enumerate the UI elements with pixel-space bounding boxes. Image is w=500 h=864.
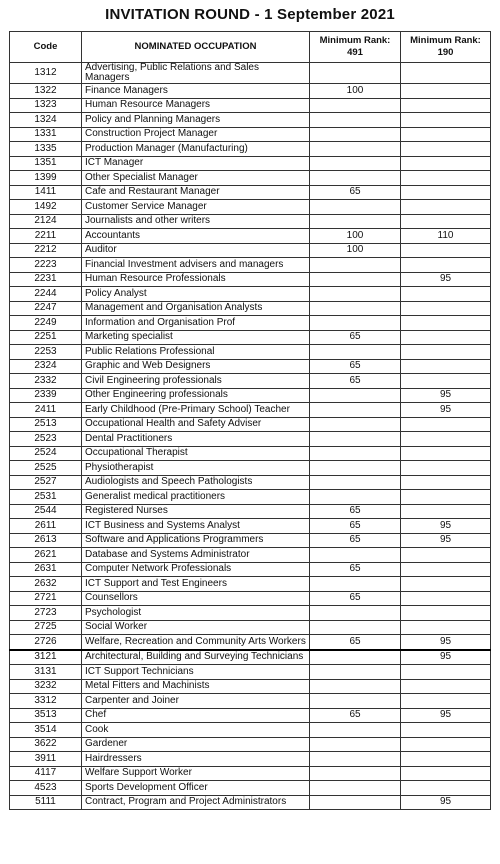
- row-rank-491: [310, 316, 401, 331]
- row-rank-491: [310, 665, 401, 680]
- table-row: [10, 403, 491, 418]
- row-code: 2721: [10, 591, 82, 606]
- table-row: [10, 417, 491, 432]
- row-code: 1399: [10, 171, 82, 186]
- row-code: 3232: [10, 679, 82, 694]
- row-occupation: Hairdressers: [82, 752, 310, 767]
- row-rank-190: [401, 330, 491, 345]
- row-code: 2211: [10, 229, 82, 244]
- row-rank-190: [401, 781, 491, 796]
- row-rank-491: 65: [310, 519, 401, 534]
- table-row: [10, 432, 491, 447]
- row-code: 4523: [10, 781, 82, 796]
- row-code: 3312: [10, 694, 82, 709]
- row-rank-491: [310, 679, 401, 694]
- row-code: 2513: [10, 417, 82, 432]
- table-row: [10, 635, 491, 650]
- row-occupation: Database and Systems Administrator: [82, 548, 310, 563]
- table-row: [10, 84, 491, 99]
- row-rank-190: [401, 766, 491, 781]
- table-row: [10, 243, 491, 258]
- row-rank-491: [310, 403, 401, 418]
- row-rank-190: [401, 591, 491, 606]
- row-occupation: Occupational Health and Safety Adviser: [82, 417, 310, 432]
- header-code: Code: [10, 32, 82, 63]
- row-occupation: Management and Organisation Analysts: [82, 301, 310, 316]
- row-rank-491: [310, 113, 401, 128]
- row-code: 2632: [10, 577, 82, 592]
- row-occupation: Carpenter and Joiner: [82, 694, 310, 709]
- table-row: [10, 781, 491, 796]
- row-occupation: ICT Business and Systems Analyst: [82, 519, 310, 534]
- row-rank-190: [401, 606, 491, 621]
- row-rank-190: [401, 185, 491, 200]
- row-rank-190: [401, 490, 491, 505]
- row-rank-190: [401, 577, 491, 592]
- row-rank-491: [310, 287, 401, 302]
- row-occupation: Audiologists and Speech Pathologists: [82, 475, 310, 490]
- row-code: 3911: [10, 752, 82, 767]
- row-rank-190: 95: [401, 635, 491, 650]
- page-title: INVITATION ROUND - 1 September 2021: [105, 6, 395, 23]
- table-row: [10, 577, 491, 592]
- table-row: [10, 171, 491, 186]
- row-occupation: Occupational Therapist: [82, 446, 310, 461]
- row-rank-190: [401, 84, 491, 99]
- table-row: [10, 156, 491, 171]
- row-occupation: Counsellors: [82, 591, 310, 606]
- row-code: 2544: [10, 504, 82, 519]
- table-row: [10, 127, 491, 142]
- row-rank-491: [310, 446, 401, 461]
- table-row: [10, 519, 491, 534]
- row-code: 2621: [10, 548, 82, 563]
- row-code: 2611: [10, 519, 82, 534]
- table-row: [10, 475, 491, 490]
- row-occupation: Marketing specialist: [82, 330, 310, 345]
- row-occupation: Construction Project Manager: [82, 127, 310, 142]
- row-code: 2324: [10, 359, 82, 374]
- row-occupation: Metal Fitters and Machinists: [82, 679, 310, 694]
- row-occupation: Financial Investment advisers and managers: [82, 258, 310, 273]
- row-rank-190: [401, 258, 491, 273]
- row-rank-491: 65: [310, 374, 401, 389]
- row-occupation: Journalists and other writers: [82, 214, 310, 229]
- row-occupation: ICT Support Technicians: [82, 665, 310, 680]
- header-rank-491: Minimum Rank: 491: [310, 32, 401, 63]
- row-rank-190: [401, 127, 491, 142]
- row-rank-491: [310, 388, 401, 403]
- row-rank-491: 65: [310, 635, 401, 650]
- table-row: [10, 723, 491, 738]
- row-rank-491: [310, 620, 401, 635]
- row-rank-190: 95: [401, 795, 491, 810]
- row-rank-491: [310, 214, 401, 229]
- table-row: [10, 679, 491, 694]
- row-rank-190: [401, 200, 491, 215]
- row-rank-190: [401, 694, 491, 709]
- table-row: [10, 752, 491, 767]
- row-occupation: Contract, Program and Project Administrators: [82, 795, 310, 810]
- table-row: [10, 287, 491, 302]
- row-rank-190: [401, 142, 491, 157]
- row-rank-190: [401, 723, 491, 738]
- row-occupation: Information and Organisation Prof: [82, 316, 310, 331]
- row-code: 1323: [10, 98, 82, 113]
- row-code: 2223: [10, 258, 82, 273]
- table-row: [10, 562, 491, 577]
- row-occupation: Cook: [82, 723, 310, 738]
- table-row: [10, 388, 491, 403]
- row-rank-190: [401, 287, 491, 302]
- row-rank-491: [310, 723, 401, 738]
- row-occupation: Policy Analyst: [82, 287, 310, 302]
- row-rank-491: 65: [310, 708, 401, 723]
- row-rank-491: [310, 142, 401, 157]
- row-code: 2723: [10, 606, 82, 621]
- row-occupation: Computer Network Professionals: [82, 562, 310, 577]
- row-rank-491: [310, 432, 401, 447]
- row-code: 1331: [10, 127, 82, 142]
- row-rank-491: 100: [310, 243, 401, 258]
- row-rank-491: [310, 490, 401, 505]
- row-code: 2251: [10, 330, 82, 345]
- row-occupation: Registered Nurses: [82, 504, 310, 519]
- row-rank-491: [310, 417, 401, 432]
- table-row: [10, 795, 491, 810]
- table-row: [10, 113, 491, 128]
- table-row: [10, 737, 491, 752]
- row-occupation: Generalist medical practitioners: [82, 490, 310, 505]
- row-rank-190: [401, 446, 491, 461]
- row-rank-190: [401, 98, 491, 113]
- row-code: 2523: [10, 432, 82, 447]
- row-code: 1492: [10, 200, 82, 215]
- header-rank-190: Minimum Rank: 190: [401, 32, 491, 63]
- row-rank-491: 65: [310, 504, 401, 519]
- table-row: [10, 490, 491, 505]
- row-code: 2613: [10, 533, 82, 548]
- row-rank-190: [401, 752, 491, 767]
- table-row: [10, 330, 491, 345]
- row-rank-491: [310, 766, 401, 781]
- row-code: 1351: [10, 156, 82, 171]
- row-rank-491: 65: [310, 562, 401, 577]
- table-row: [10, 533, 491, 548]
- row-code: 2527: [10, 475, 82, 490]
- row-rank-491: 65: [310, 185, 401, 200]
- table-row: [10, 258, 491, 273]
- row-rank-491: [310, 795, 401, 810]
- row-occupation: Cafe and Restaurant Manager: [82, 185, 310, 200]
- row-rank-491: [310, 752, 401, 767]
- row-rank-190: 95: [401, 272, 491, 287]
- row-rank-190: [401, 620, 491, 635]
- table-row: [10, 694, 491, 709]
- row-rank-491: [310, 200, 401, 215]
- row-occupation: Sports Development Officer: [82, 781, 310, 796]
- row-occupation: Other Specialist Manager: [82, 171, 310, 186]
- table-row: [10, 214, 491, 229]
- row-rank-491: [310, 171, 401, 186]
- row-code: 2525: [10, 461, 82, 476]
- row-occupation: Dental Practitioners: [82, 432, 310, 447]
- table-row: [10, 650, 491, 665]
- table-row: [10, 504, 491, 519]
- row-rank-190: [401, 316, 491, 331]
- table-row: [10, 316, 491, 331]
- row-occupation: ICT Manager: [82, 156, 310, 171]
- table-row: [10, 185, 491, 200]
- row-code: 2531: [10, 490, 82, 505]
- table-row: [10, 461, 491, 476]
- row-rank-190: [401, 374, 491, 389]
- row-rank-190: [401, 301, 491, 316]
- row-rank-491: 100: [310, 229, 401, 244]
- table-row: [10, 606, 491, 621]
- row-rank-190: 95: [401, 533, 491, 548]
- row-code: 1324: [10, 113, 82, 128]
- table-header-row: [10, 32, 491, 63]
- row-code: 2726: [10, 635, 82, 650]
- row-rank-190: 110: [401, 229, 491, 244]
- table-row: [10, 272, 491, 287]
- row-rank-491: [310, 694, 401, 709]
- row-rank-491: 65: [310, 533, 401, 548]
- row-rank-491: [310, 98, 401, 113]
- row-rank-491: [310, 781, 401, 796]
- row-code: 3513: [10, 708, 82, 723]
- row-occupation: Graphic and Web Designers: [82, 359, 310, 374]
- table-row: [10, 63, 491, 84]
- row-code: 3514: [10, 723, 82, 738]
- row-rank-190: [401, 171, 491, 186]
- row-code: 5111: [10, 795, 82, 810]
- row-rank-491: 65: [310, 359, 401, 374]
- row-code: 3131: [10, 665, 82, 680]
- row-code: 2725: [10, 620, 82, 635]
- table-row: [10, 591, 491, 606]
- row-code: 2247: [10, 301, 82, 316]
- row-occupation: Welfare Support Worker: [82, 766, 310, 781]
- row-rank-491: [310, 63, 401, 84]
- table-row: [10, 446, 491, 461]
- row-rank-491: [310, 345, 401, 360]
- row-code: 4117: [10, 766, 82, 781]
- row-rank-190: [401, 113, 491, 128]
- table-row: [10, 142, 491, 157]
- row-code: 2332: [10, 374, 82, 389]
- row-code: 3622: [10, 737, 82, 752]
- table-row: [10, 708, 491, 723]
- row-rank-190: [401, 156, 491, 171]
- occupation-table: [9, 31, 491, 810]
- row-code: 1335: [10, 142, 82, 157]
- row-occupation: Chef: [82, 708, 310, 723]
- row-rank-491: [310, 737, 401, 752]
- row-rank-491: [310, 272, 401, 287]
- row-rank-491: [310, 258, 401, 273]
- row-rank-491: [310, 127, 401, 142]
- row-rank-491: [310, 301, 401, 316]
- table-row: [10, 374, 491, 389]
- row-code: 1312: [10, 63, 82, 84]
- table-body: [10, 63, 491, 810]
- row-rank-190: 95: [401, 650, 491, 665]
- table-row: [10, 98, 491, 113]
- row-occupation: Civil Engineering professionals: [82, 374, 310, 389]
- row-rank-190: 95: [401, 519, 491, 534]
- table-row: [10, 200, 491, 215]
- row-occupation: Physiotherapist: [82, 461, 310, 476]
- table-row: [10, 359, 491, 374]
- row-rank-190: [401, 548, 491, 563]
- row-rank-491: 65: [310, 330, 401, 345]
- row-occupation: Accountants: [82, 229, 310, 244]
- row-rank-190: [401, 63, 491, 84]
- row-rank-190: [401, 679, 491, 694]
- row-rank-491: [310, 475, 401, 490]
- row-rank-190: [401, 737, 491, 752]
- row-code: 2253: [10, 345, 82, 360]
- row-code: 2244: [10, 287, 82, 302]
- table-row: [10, 229, 491, 244]
- row-code: 2524: [10, 446, 82, 461]
- row-occupation: Other Engineering professionals: [82, 388, 310, 403]
- row-rank-190: [401, 417, 491, 432]
- row-rank-190: [401, 504, 491, 519]
- row-rank-491: [310, 650, 401, 665]
- table-row: [10, 620, 491, 635]
- row-code: 2631: [10, 562, 82, 577]
- row-occupation: Human Resource Managers: [82, 98, 310, 113]
- row-occupation: Production Manager (Manufacturing): [82, 142, 310, 157]
- row-rank-491: 100: [310, 84, 401, 99]
- row-rank-190: [401, 562, 491, 577]
- table-row: [10, 766, 491, 781]
- row-occupation: Gardener: [82, 737, 310, 752]
- row-code: 1322: [10, 84, 82, 99]
- row-rank-491: [310, 606, 401, 621]
- table-row: [10, 345, 491, 360]
- row-occupation: Architectural, Building and Surveying Technicians: [82, 650, 310, 665]
- row-occupation: Early Childhood (Pre-Primary School) Teacher: [82, 403, 310, 418]
- row-rank-491: [310, 577, 401, 592]
- row-rank-491: [310, 548, 401, 563]
- row-rank-190: [401, 214, 491, 229]
- row-occupation: Policy and Planning Managers: [82, 113, 310, 128]
- row-occupation: Public Relations Professional: [82, 345, 310, 360]
- row-rank-190: [401, 475, 491, 490]
- row-rank-491: [310, 156, 401, 171]
- header-occupation: NOMINATED OCCUPATION: [82, 32, 310, 63]
- row-rank-190: 95: [401, 388, 491, 403]
- row-occupation: Psychologist: [82, 606, 310, 621]
- row-occupation: Human Resource Professionals: [82, 272, 310, 287]
- row-occupation: Finance Managers: [82, 84, 310, 99]
- row-code: 2212: [10, 243, 82, 258]
- row-code: 1411: [10, 185, 82, 200]
- row-rank-190: 95: [401, 403, 491, 418]
- table-row: [10, 665, 491, 680]
- row-rank-190: [401, 243, 491, 258]
- row-code: 2231: [10, 272, 82, 287]
- row-occupation: Advertising, Public Relations and Sales Managers: [82, 63, 310, 84]
- row-occupation: Auditor: [82, 243, 310, 258]
- row-code: 3121: [10, 650, 82, 665]
- row-rank-491: 65: [310, 591, 401, 606]
- row-occupation: Social Worker: [82, 620, 310, 635]
- row-occupation: Software and Applications Programmers: [82, 533, 310, 548]
- row-rank-190: [401, 461, 491, 476]
- row-occupation: Customer Service Manager: [82, 200, 310, 215]
- row-rank-190: 95: [401, 708, 491, 723]
- table-row: [10, 301, 491, 316]
- row-rank-190: [401, 665, 491, 680]
- row-code: 2249: [10, 316, 82, 331]
- row-rank-190: [401, 432, 491, 447]
- table-row: [10, 548, 491, 563]
- row-rank-491: [310, 461, 401, 476]
- row-code: 2339: [10, 388, 82, 403]
- row-occupation: ICT Support and Test Engineers: [82, 577, 310, 592]
- row-rank-190: [401, 359, 491, 374]
- row-code: 2411: [10, 403, 82, 418]
- row-code: 2124: [10, 214, 82, 229]
- row-occupation: Welfare, Recreation and Community Arts Workers: [82, 635, 310, 650]
- row-rank-190: [401, 345, 491, 360]
